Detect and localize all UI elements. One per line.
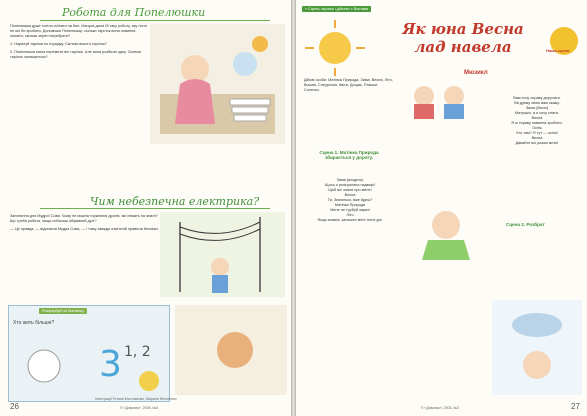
dialogue-line: Весна — [531, 136, 543, 140]
dialogue-line: Зима (Весні) — [525, 106, 549, 110]
column-2-dialogue — [304, 178, 396, 223]
cast-text: Дійові особи: Матінка Природа, Зима, Весна, Літо, Вишня, Снігурочка, Квіти, Дощик, Пташки, Сонечко. — [304, 78, 393, 92]
cinderella-illustration — [150, 24, 285, 144]
characters-illustration — [404, 76, 474, 121]
musical-label: Мюзикл — [464, 70, 488, 76]
dialogue-line: Мене не турбуй зараз! — [330, 208, 370, 212]
dialogue-line: Щоб всі знали про мене! — [328, 188, 372, 192]
spring-illustration — [406, 200, 486, 260]
dialogue-line: Давайте всі разом жити! — [515, 141, 559, 145]
dialogue-line: Осінь — [532, 126, 542, 130]
dialogue-line: Ти, Зимонько, вже йдеш? — [327, 198, 373, 202]
left-page-number: 26 — [10, 402, 19, 411]
stage-logo-label: Наша сцена — [546, 48, 570, 53]
right-page — [296, 0, 587, 416]
scene-1-heading: Сцена 1. Матінка Природа збирається у дорогу. — [319, 150, 379, 160]
play-title: Як юна Весна лад навела — [402, 20, 524, 56]
illustration-credits: Ілюстрації Тетяни Мостовенко, Марини Філоненко — [95, 397, 177, 401]
dialogue-line: Матушко, а я хочу спати. — [515, 111, 559, 115]
cinderella-text — [10, 24, 150, 60]
scene-2-heading: Сцена 2. Розбрат — [506, 222, 545, 227]
title-rule-2 — [40, 208, 270, 209]
dialogue-line: Щось я розігралася надворі! — [325, 183, 375, 187]
task-1: 1. Нарахуй тарілки по порядку. Скільки всього тарілок? — [10, 42, 107, 46]
sun-illustration — [300, 16, 370, 76]
svg-text:1, 2: 1, 2 — [124, 344, 151, 360]
dialogue-line: Літо — [346, 213, 354, 217]
counting-box-label: Розфарбуй на Малюнку — [39, 308, 87, 314]
dialogue-line: Я ж справу повинна зробити. — [511, 121, 563, 125]
task-2: 2. Попелюшка мала перемити всі тарілки. Але вона розбила одну. Скільки тарілок залишилося? — [10, 50, 141, 59]
dialogue-line: Весна — [344, 193, 356, 197]
left-footer: © «Дзвоник», 2008, №3 — [120, 406, 159, 410]
counting-question: Хто жить більше? — [13, 320, 55, 326]
dialogue-line: Якщо можна, залиште мені теплі дні. — [317, 218, 383, 222]
dialogue-line: Зима (входить) — [336, 178, 364, 182]
cinderella-title: Робота для Попелюшки — [62, 6, 206, 19]
storks-illustration — [9, 326, 169, 401]
rain-illustration — [492, 300, 582, 395]
dialogue-line: Матінка Природа — [334, 203, 366, 207]
right-page-number: 27 — [571, 402, 580, 411]
section-badge: « Сцена, музика і дійство » Вистава — [302, 6, 371, 12]
extra-illustration — [175, 305, 287, 395]
counting-box — [8, 305, 170, 402]
owl-answer: — Це правда, — відповіла Мудра Сова, — і тому завжди пам’ятай правила безпеки. — [10, 227, 159, 231]
dialogue-line: Весна — [531, 116, 543, 120]
electricity-text — [10, 214, 160, 232]
dialogue-line: Ви думку свою вам скажу. — [514, 101, 560, 105]
title-rule — [40, 20, 270, 21]
cast-list — [304, 78, 394, 93]
electricity-title: Чим небезпечна електрика? — [90, 195, 260, 208]
column-3-dialogue — [492, 96, 582, 146]
svg-text:3: 3 — [99, 344, 122, 385]
cinderella-paragraph: Попелюшка дуже хотіла поїхати на бал. Мачуха дала їй таку роботу, яку ніхто не міг би зробити. Допоможи Попелюшці: скільки тарілок вона повинна помити, скільки зерен перебрати? — [10, 24, 148, 38]
dialogue-line: Вам хочу справу доручити. — [513, 96, 561, 100]
right-footer: © «Дзвоник», 2008, №3 — [421, 406, 460, 410]
stage-logo — [546, 26, 582, 56]
dialogue-line: Хто там? Я тут — осінь! — [515, 131, 559, 135]
left-page — [0, 0, 291, 416]
power-line-illustration — [160, 212, 285, 297]
electricity-paragraph: Запитання для Мудрої Сови. Чому не можна торкатися дротів, які лежать на землі? Що треба робити, якщо побачиш обірваний дріт? — [10, 214, 158, 223]
